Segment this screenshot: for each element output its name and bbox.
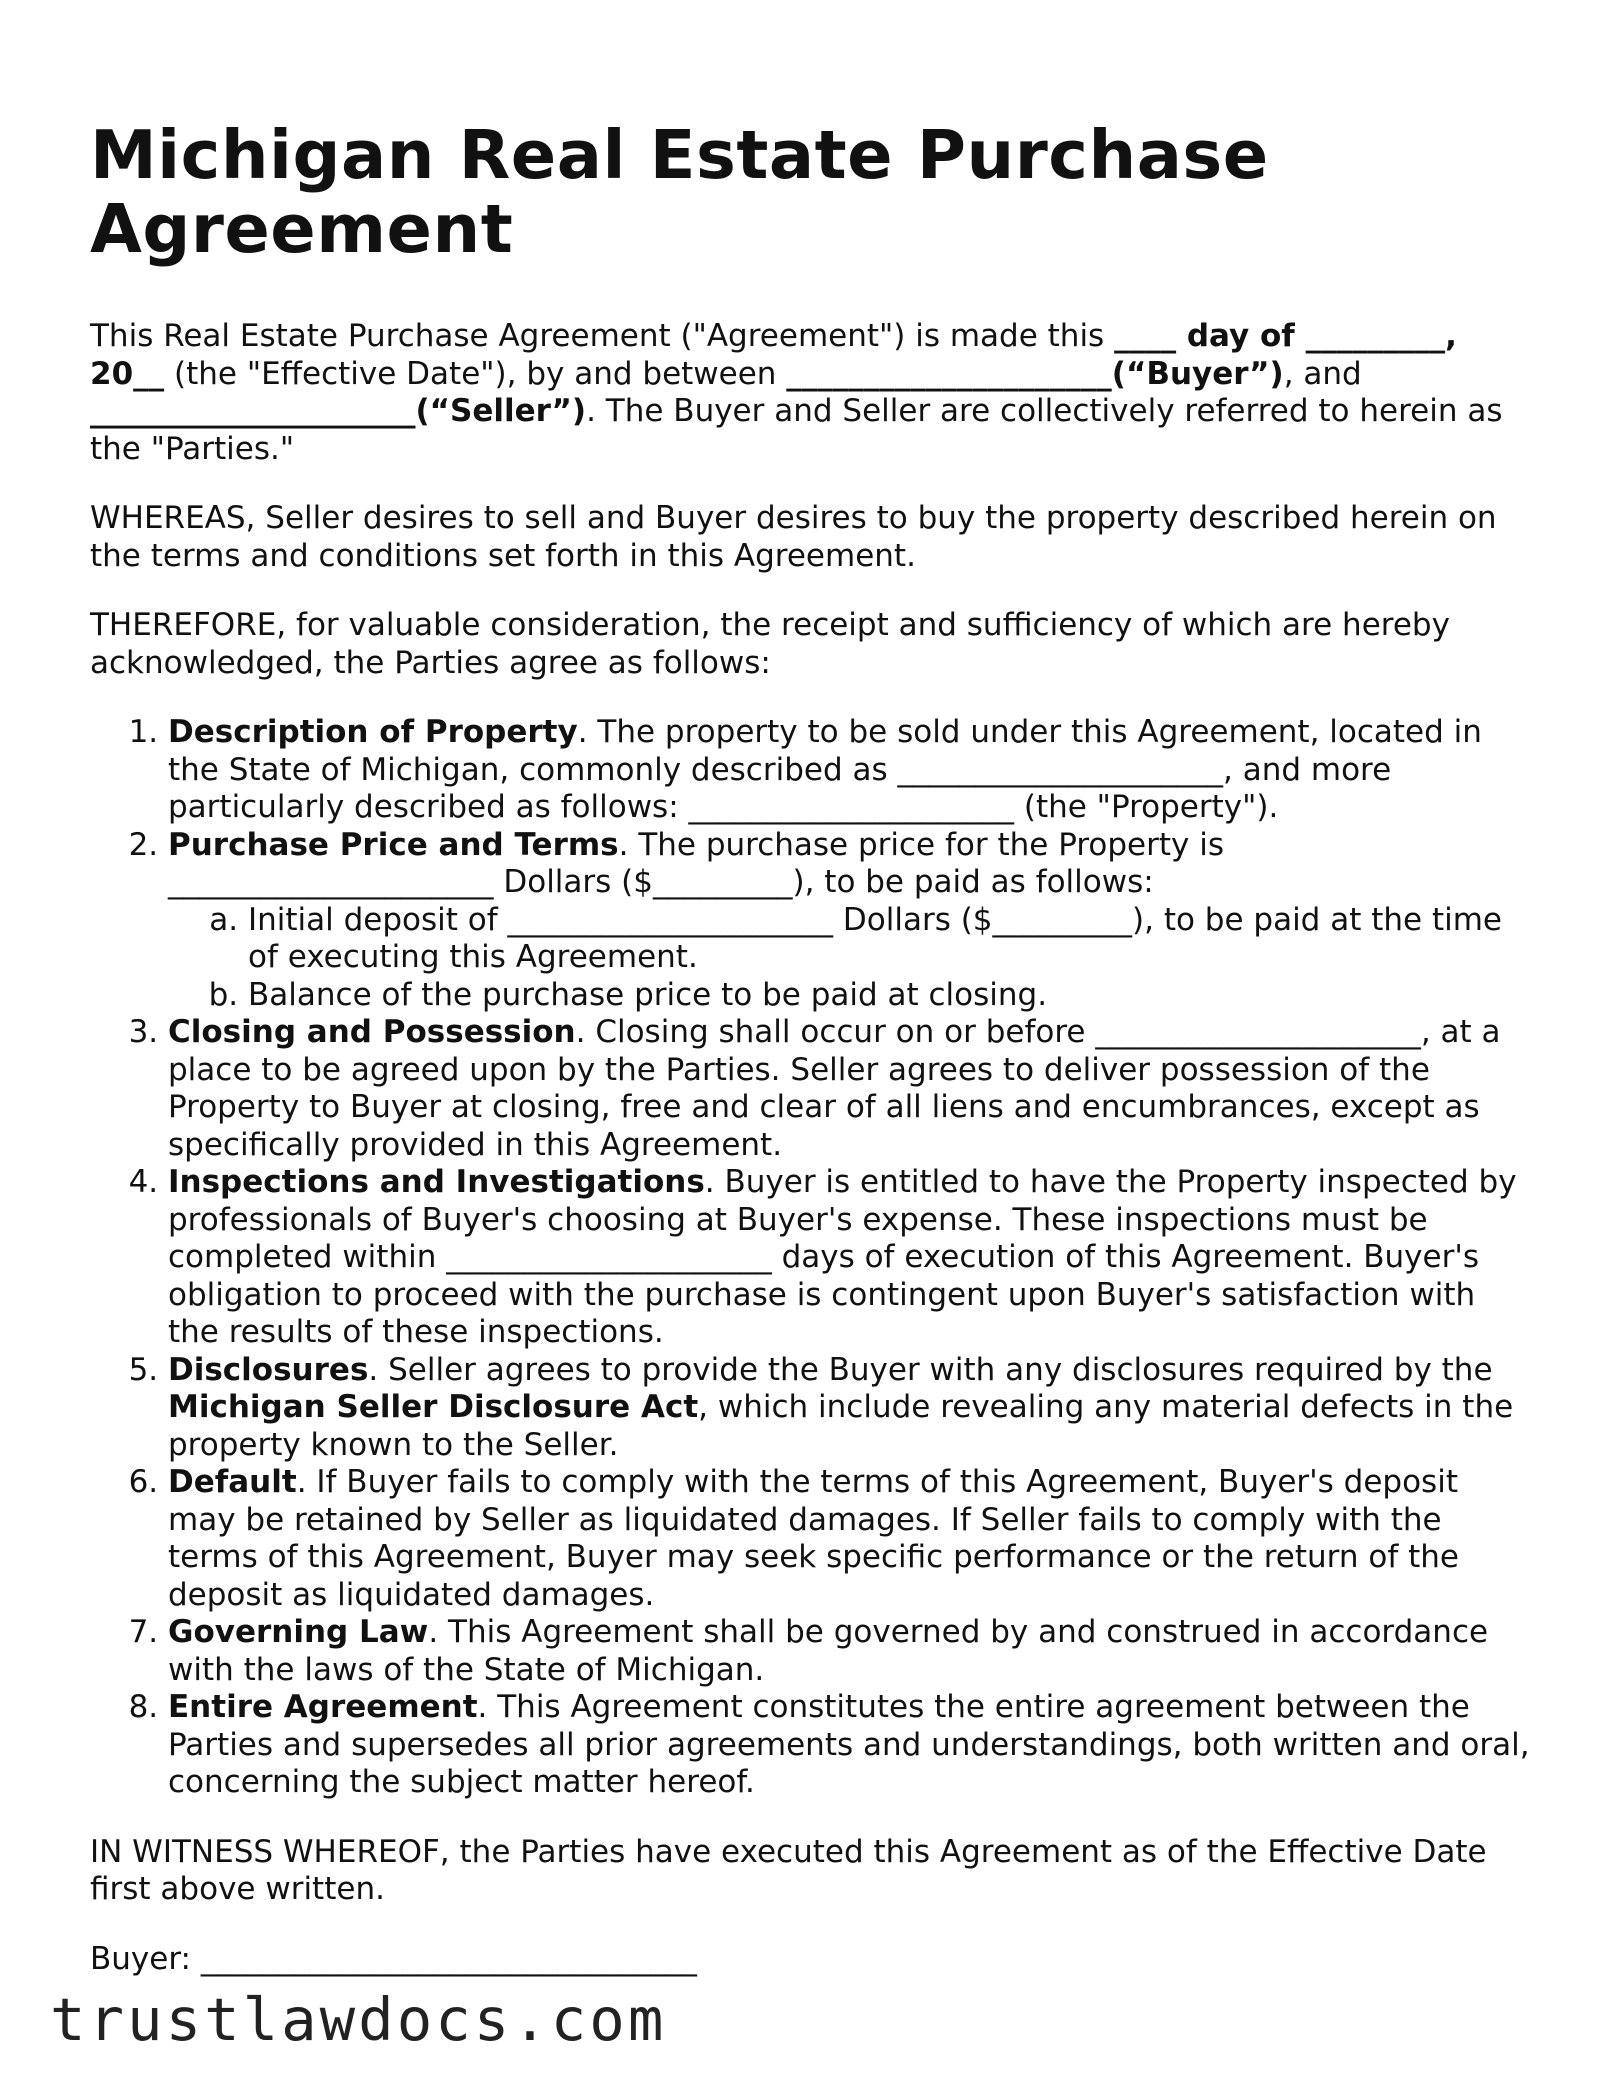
document-body bbox=[90, 318, 1530, 1978]
term-item-inspections bbox=[168, 1164, 1530, 1352]
intro-text-2: (the "Effective Date"), by and between bbox=[164, 355, 787, 392]
term-heading: Inspections and Investigations bbox=[168, 1164, 705, 1200]
payment-sublist bbox=[168, 902, 1530, 1015]
term-text-continued: , which include revealing any material defects in the property known to the Seller. bbox=[168, 1389, 1514, 1463]
term-heading: Closing and Possession bbox=[168, 1014, 576, 1050]
term-item-entire-agreement bbox=[168, 1689, 1530, 1802]
term-heading: Governing Law bbox=[168, 1614, 429, 1650]
term-item-closing-and-possession bbox=[168, 1014, 1530, 1164]
intro-buyer-blank: _____________________(“Buyer”) bbox=[786, 355, 1284, 392]
term-text: . The property to be sold under this Agreement, located in the State of Michigan, commonly described as _____________________, and more particularly described as follows: _____________________ (the "Property"). bbox=[168, 714, 1482, 825]
therefore-paragraph: THEREFORE, for valuable consideration, the receipt and sufficiency of which are hereby acknowledged, the Parties agree as follows: bbox=[90, 607, 1450, 681]
buyer-signature-line: Buyer: ________________________________ bbox=[90, 1940, 697, 1977]
intro-text-4: . The Buyer and Seller are collectively referred to herein as the "Parties." bbox=[90, 393, 1503, 467]
term-text: . If Buyer fails to comply with the terms of this Agreement, Buyer's deposit may be retained by Seller as liquidated damages. If Seller fails to comply with the terms of this Agreement, Buyer may seek specific performance or the return of the deposit as liquidated damages. bbox=[168, 1464, 1459, 1613]
term-item-disclosures bbox=[168, 1352, 1530, 1465]
term-text: . Seller agrees to provide the Buyer with any disclosures required by the bbox=[368, 1351, 1493, 1388]
term-heading: Default bbox=[168, 1464, 297, 1500]
term-act-name: Michigan Seller Disclosure Act bbox=[168, 1389, 699, 1425]
intro-paragraph bbox=[90, 318, 1530, 468]
term-heading: Disclosures bbox=[168, 1351, 369, 1388]
witness-paragraph: IN WITNESS WHEREOF, the Parties have executed this Agreement as of the Effective Date first above written. bbox=[90, 1833, 1487, 1907]
intro-text-3: , and bbox=[1283, 355, 1362, 392]
term-item-purchase-price bbox=[168, 827, 1530, 1015]
term-item-governing-law bbox=[168, 1614, 1530, 1689]
term-heading: Purchase Price and Terms bbox=[168, 826, 619, 863]
intro-seller-blank: _____________________(“Seller”) bbox=[90, 393, 587, 429]
payment-subitem: b. Balance of the purchase price to be paid at closing. bbox=[248, 977, 1530, 1015]
whereas-paragraph: WHEREAS, Seller desires to sell and Buyer desires to buy the property described herein on the terms and conditions set forth in this Agreement. bbox=[90, 500, 1497, 574]
term-item-default bbox=[168, 1464, 1530, 1614]
terms-list bbox=[90, 714, 1530, 1802]
term-text: . Buyer is entitled to have the Property inspected by professionals of Buyer's choosing at Buyer's expense. These inspections must be completed within _____________________ days of execution of this Agreement. Buyer's obligation to proceed with the purchase is contingent upon Buyer's satisfaction with the results of these inspections. bbox=[168, 1164, 1517, 1350]
term-text: . Closing shall occur on or before _____________________, at a place to be agreed upon by the Parties. Seller agrees to deliver possession of the Property to Buyer at closing, free and clear of all liens and encumbrances, except as specifically provided in this Agreement. bbox=[168, 1014, 1501, 1163]
intro-text-1: This Real Estate Purchase Agreement ("Agreement") is made this bbox=[90, 318, 1115, 354]
term-item-description-of-property bbox=[168, 714, 1530, 827]
document-title: Michigan Real Estate Purchase Agreement bbox=[90, 116, 1269, 268]
term-heading: Entire Agreement bbox=[168, 1689, 478, 1725]
term-text: . The purchase price for the Property is _____________________ Dollars ($_________), to be paid as follows: bbox=[168, 826, 1224, 900]
watermark: trustlawdocs.com bbox=[50, 1985, 667, 2054]
term-heading: Description of Property bbox=[168, 714, 578, 750]
payment-subitem: a. Initial deposit of _____________________ Dollars ($_________), to be paid at the time of executing this Agreement. bbox=[248, 902, 1530, 977]
term-text: . This Agreement shall be governed by and construed in accordance with the laws of the State of Michigan. bbox=[168, 1614, 1489, 1688]
term-text: . This Agreement constitutes the entire agreement between the Parties and supersedes all prior agreements and understandings, both written and oral, concerning the subject matter hereof. bbox=[168, 1689, 1530, 1800]
intro-date-blank: ____ day of _________, 20__ bbox=[90, 318, 1457, 392]
document-page bbox=[90, 118, 1530, 1978]
